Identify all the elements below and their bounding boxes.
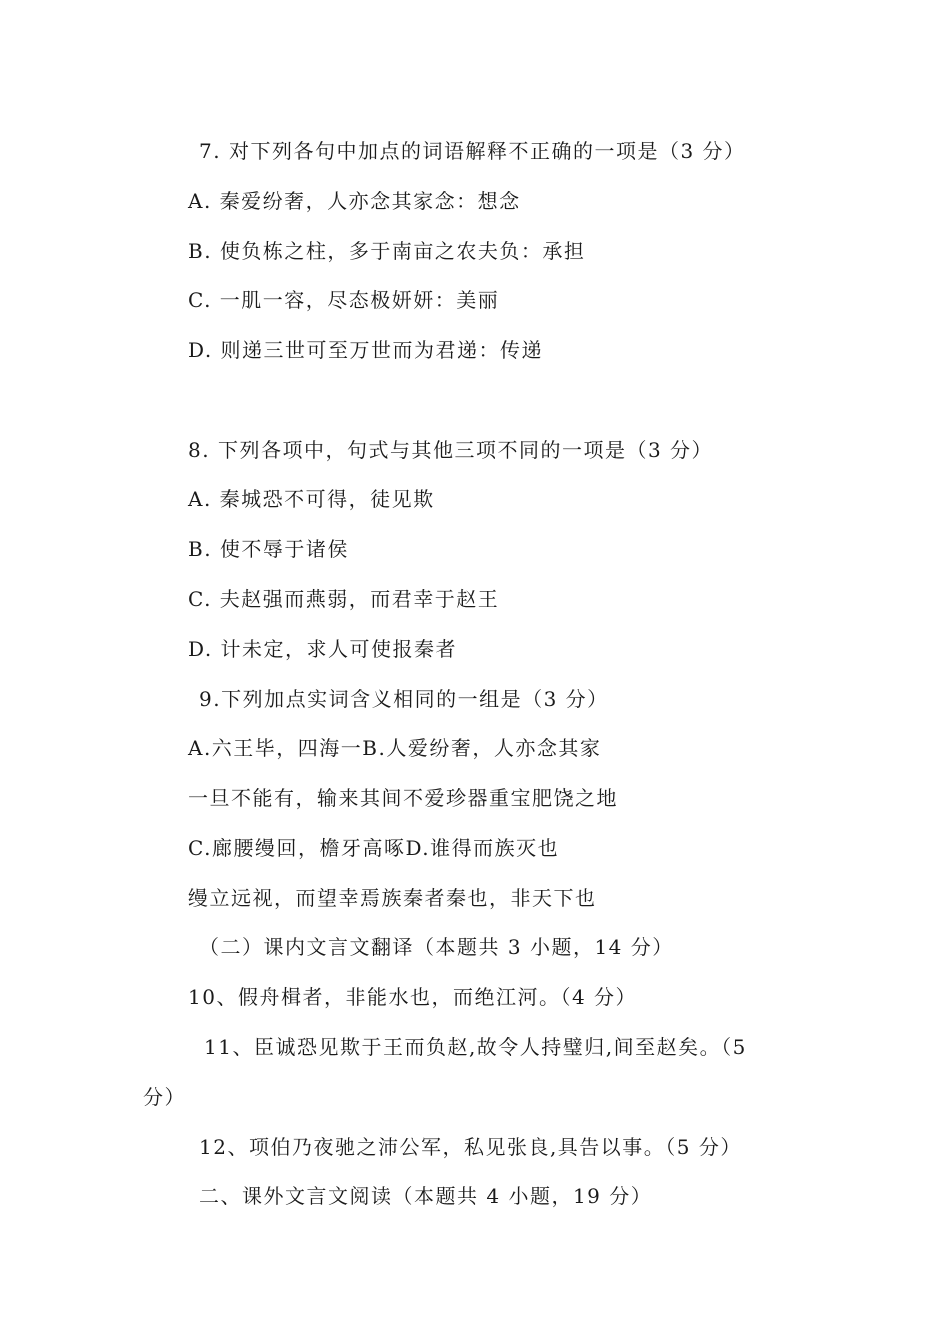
q8-stem: 8. 下列各项中，句式与其他三项不同的一项是（3 分） [188,438,714,462]
section-heading-translation: （二）课内文言文翻译（本题共 3 小题，14 分） [199,935,674,959]
q9-options-cd-continued: 缦立远视，而望幸焉族秦者秦也，非天下也 [188,886,597,910]
q9-options-cd: C.廊腰缦回，檐牙高啄D.谁得而族灭也 [188,836,560,860]
q7-option-c: C. 一肌一容，尽态极妍妍：美丽 [188,288,500,312]
q12: 12、项伯乃夜驰之沛公军，私见张良,具告以事。（5 分） [199,1135,742,1159]
q7-option-d: D. 则递三世可至万世而为君递：传递 [188,338,544,362]
q8-option-a: A. 秦城恐不可得，徒见欺 [188,487,435,511]
q9-stem: 9.下列加点实词含义相同的一组是（3 分） [199,687,609,711]
q9-options-ab-continued: 一旦不能有，输来其间不爱珍器重宝肥饶之地 [188,786,618,810]
q8-option-b: B. 使不辱于诸侯 [188,537,349,561]
q11-line-1: 11、臣诚恐见欺于王而负赵,故令人持璧归,间至赵矣。（5 [204,1035,747,1059]
q8-option-c: C. 夫赵强而燕弱，而君幸于赵王 [188,587,500,611]
section-heading-outside-reading: 二、课外文言文阅读（本题共 4 小题，19 分） [199,1184,653,1208]
q9-options-ab: A.六王毕，四海一B.人爱纷奢，人亦念其家 [188,736,602,760]
q8-option-d: D. 计未定，求人可使报秦者 [188,637,458,661]
q7-option-a: A. 秦爱纷奢，人亦念其家念：想念 [188,189,521,213]
q7-option-b: B. 使负栋之柱，多于南亩之农夫负：承担 [188,239,586,263]
q11-line-2: 分） [143,1085,186,1109]
q10: 10、假舟楫者，非能水也，而绝江河。（4 分） [188,985,638,1009]
q7-stem: 7. 对下列各句中加点的词语解释不正确的一项是（3 分） [199,139,746,163]
